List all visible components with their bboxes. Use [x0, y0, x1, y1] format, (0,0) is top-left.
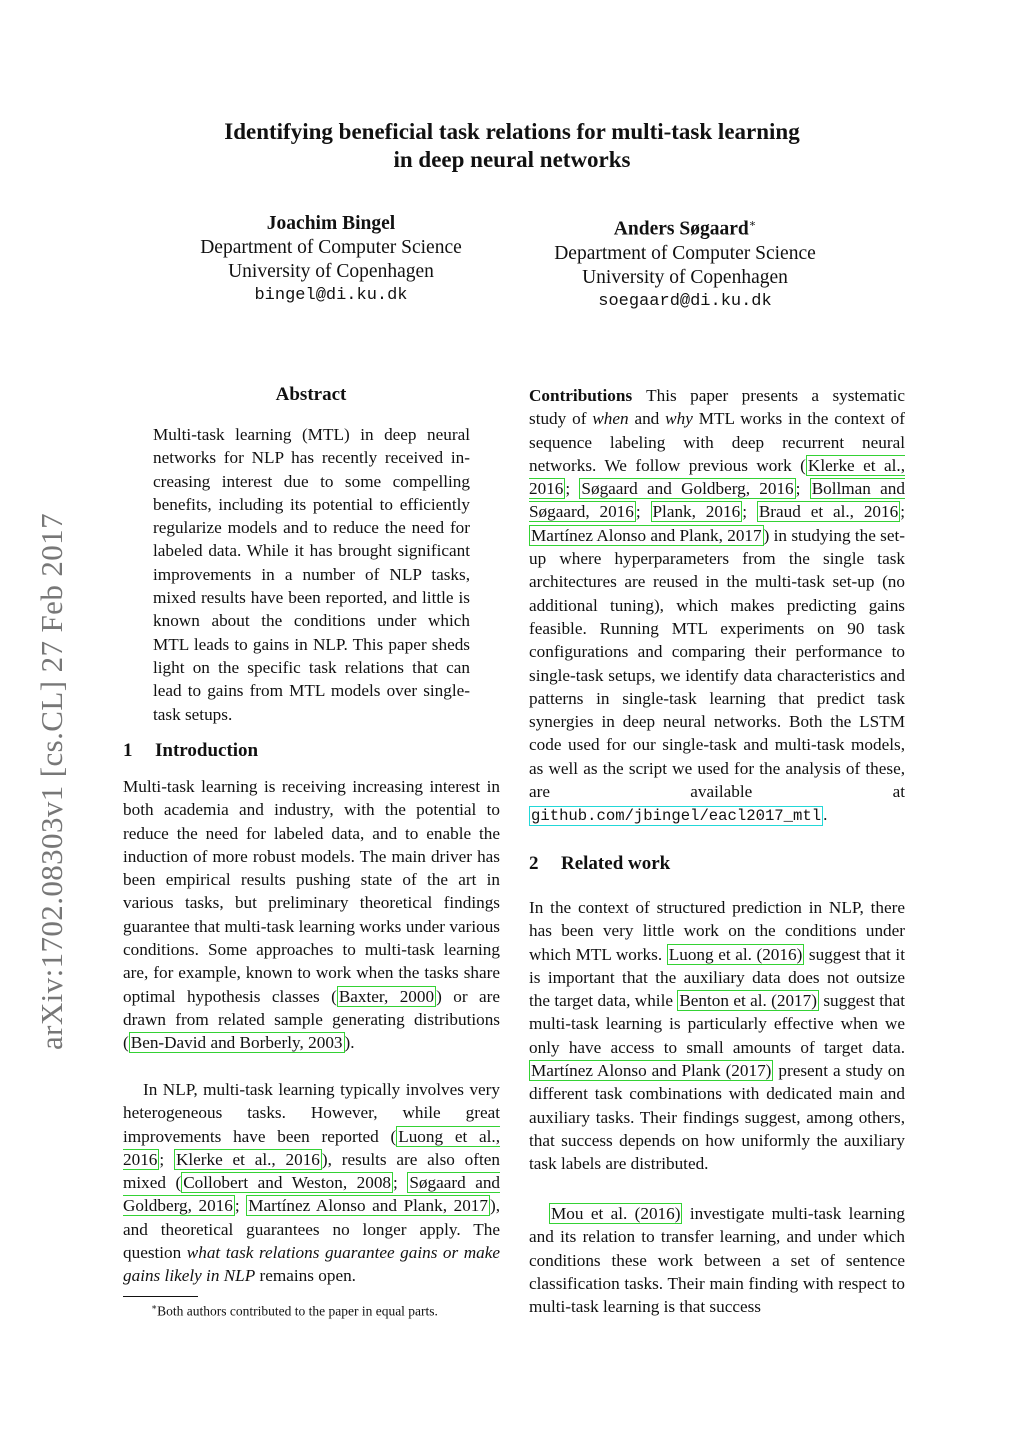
- section-title: Introduction: [155, 740, 259, 761]
- author-name: Anders Søgaard∗: [613, 218, 757, 240]
- section-number: 2: [529, 853, 539, 874]
- citation-link[interactable]: Søgaard and Goldberg, 2016: [123, 1173, 501, 1216]
- author-footnote-mark: ∗: [748, 218, 757, 230]
- intro-paragraph-1: Multi-task learning is receiving increasing interest in both academia and industry, with the potential to reduce the need for labeled data, and to enable the induction of more robust models. The main driver has been empirical results pushing state of the art in various tasks, but preliminary theoretical findings guarantee that multi-task learning works under various conditions. Some approaches to multi-task learning are, for example, known to work when the tasks share optimal hypothesis classes ( Baxter, 2000 ) or are drawn from related sample generating distributions ( Ben-David and Borberly, 2003 ).: [123, 777, 500, 1053]
- citation-link[interactable]: Klerke et al., 2016: [529, 455, 905, 499]
- arxiv-identifier: arXiv:1702.08303v1 [cs.CL] 27 Feb 2017: [34, 513, 69, 1050]
- paper-title: [112, 118, 912, 174]
- contributions-paragraph: Contributions This paper presents a systematic study of when and why MTL works in the context of sequence labeling with deep recurrent neural networks. We follow previous work ( Klerke et al., 2016 ; Søgaard and Goldberg, 2016 ; Bollman and Søgaard, 2016 ; Plank, 2016 ; Braud et al., 2016 ; Martínez Alonso and Plank, 2017 ) in studying the set-up where hyperparameters from the single task architectures are reused in the multi-task set-up (no additional tuning), which makes predicting gains feasible. Running MTL experiments on 90 task configurations and comparing their performance to single-task setups, we identify data characteristics and patterns in single-task learning that predict task synergies in deep neural networks. Both the LSTM code used for our single-task and multi-task models, as well as the script we used for the analysis of these, are available at github.com/jbingel/eacl2017_mtl .: [529, 386, 905, 826]
- author-block-2: [505, 212, 865, 314]
- footnote-mark: ∗: [151, 1302, 158, 1312]
- abstract-heading: Abstract: [275, 384, 347, 405]
- citation-link[interactable]: Collobert and Weston, 2008: [183, 1173, 392, 1193]
- author-email: bingel@di.ku.dk: [254, 286, 408, 305]
- citation-link[interactable]: Mou et al. (2016): [551, 1204, 681, 1223]
- citation-link[interactable]: Braud et al., 2016: [758, 502, 899, 522]
- author-name: Joachim Bingel: [266, 213, 396, 234]
- author-email: soegaard@di.ku.dk: [598, 291, 772, 311]
- citation-link[interactable]: Martínez Alonso and Plank, 2017: [531, 525, 762, 545]
- citation-link[interactable]: Martínez Alonso and Plank (2017): [531, 1061, 772, 1081]
- author-block-1: [151, 212, 511, 308]
- citation-link[interactable]: Luong et al., 2016: [123, 1126, 500, 1169]
- title-line-1: Identifying beneficial task relations for multi-task learning: [224, 119, 800, 144]
- citation-link[interactable]: Klerke et al., 2016: [175, 1149, 320, 1169]
- footnote: ∗Both authors contributed to the paper in equal parts.: [151, 1302, 438, 1319]
- author-department: Department of Computer Science: [554, 242, 816, 264]
- section-heading-related-work: [529, 852, 670, 876]
- footnote-rule: [123, 1296, 198, 1297]
- title-line-2: in deep neural networks: [393, 147, 631, 172]
- emphasis-text: what task relations guarantee gains or make gains likely in NLP: [123, 1243, 500, 1286]
- author-university: University of Copenhagen: [582, 266, 788, 288]
- section-number: 1: [123, 740, 133, 761]
- abstract-text: Multi-task learning (MTL) in deep neural networks for NLP has recently received increasing interest due to some compelling benefits, including its potential to efficiently regularize models and to reduce the need for labeled data. While it has brought significant improvements in a number of NLP tasks, mixed results have been reported, and little is known about the conditions under which MTL leads to gains in NLP. This paper sheds light on the specific task relations that can lead to gains from MTL models over single-task setups.: [153, 425, 470, 724]
- intro-paragraph-2: In NLP, multi-task learning typically involves very heterogeneous tasks. However, while great improvements have been reported ( Luong et al., 2016 ; Klerke et al., 2016 ), results are also often mixed ( Collobert and Weston, 2008 ; Søgaard and Goldberg, 2016 ; Martínez Alonso and Plank, 2017 ), and theoretical guarantees no longer apply. The question what task relations guarantee gains or make gains likely in NLP remains open.: [123, 1080, 501, 1286]
- section-title: Related work: [561, 853, 671, 874]
- citation-link[interactable]: Baxter, 2000: [338, 986, 435, 1006]
- related-paragraph-1: In the context of structured prediction in NLP, there has been very little work on the conditions under which MTL works. Luong et al. (2016) suggest that it is important that the auxiliary data does not outsize the target data, while Benton et al. (2017) suggest that multi-task learning is particularly effective when we only have access to small amounts of target data. Martínez Alonso and Plank (2017) present a study on different task combinations with dedicated main and auxiliary tasks. Their findings suggest, among others, that success depends on how uniformly the auxiliary task labels are distributed.: [529, 898, 906, 1174]
- citation-link[interactable]: Ben-David and Borberly, 2003: [130, 1033, 343, 1053]
- citation-link[interactable]: Martínez Alonso and Plank, 2017: [248, 1196, 488, 1216]
- citation-link[interactable]: Benton et al. (2017): [679, 991, 817, 1011]
- related-paragraph-2: Mou et al. (2016) investigate multi-task learning and its relation to transfer learning, and under which conditions these work between a set of sentence classification tasks. Their main finding with respect to multi-task learning is that success: [529, 1204, 905, 1317]
- citation-link[interactable]: Luong et al. (2016): [668, 944, 803, 964]
- section-heading-introduction: [123, 739, 258, 763]
- citation-link[interactable]: Plank, 2016: [652, 502, 741, 522]
- author-university: University of Copenhagen: [228, 261, 434, 282]
- repository-url-link[interactable]: github.com/jbingel/eacl2017_mtl: [531, 807, 822, 826]
- citation-link[interactable]: Bollman and Søgaard, 2016: [529, 479, 905, 522]
- author-department: Department of Computer Science: [200, 237, 462, 258]
- contributions-heading: Contributions: [529, 386, 633, 405]
- citation-link[interactable]: Søgaard and Goldberg, 2016: [581, 479, 794, 499]
